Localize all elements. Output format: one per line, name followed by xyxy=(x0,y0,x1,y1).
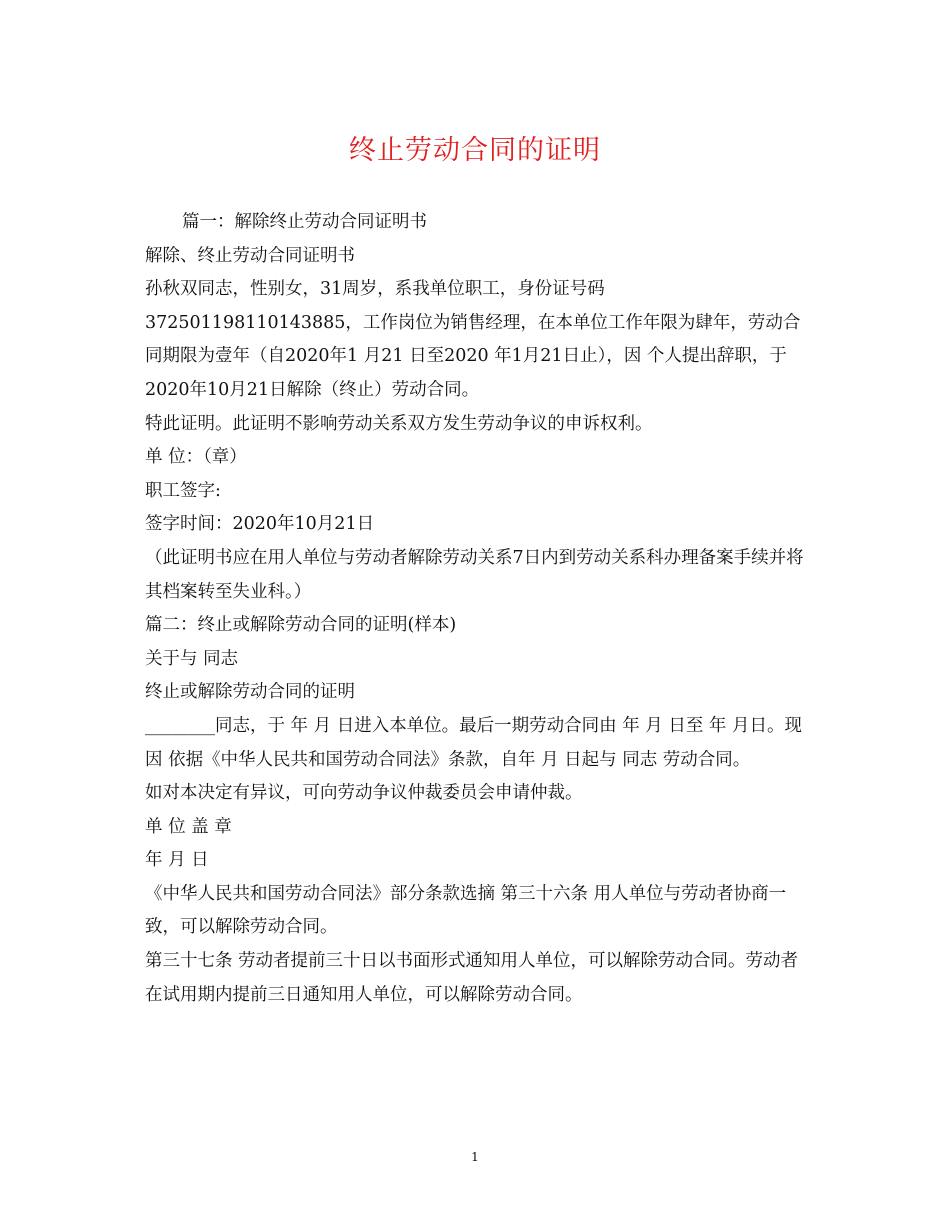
paragraph-contract-details: 372501198110143885，工作岗位为销售经理，在本单位工作年限为肆年，劳动合同期限为壹年（自2020年1 月21 日至2020 年1月21日止），因 个人提出辞职，于2020年10月21日解除（终止）劳动合同。 xyxy=(145,312,801,400)
unit-seal-line: 单 位：（章） xyxy=(145,447,247,468)
section-heading-2: 篇二：终止或解除劳动合同的证明(样本) xyxy=(145,615,457,636)
paragraph-filing-note: （此证明书应在用人单位与劳动者解除劳动关系7日内到劳动关系科办理备案手续并将其档案转至失业科。） xyxy=(145,547,804,602)
date-placeholder-line: 年 月 日 xyxy=(145,850,209,871)
certificate-heading: 解除、终止劳动合同证明书 xyxy=(145,245,355,266)
unit-stamp-line: 单 位 盖 章 xyxy=(145,816,232,837)
document-title: 终止劳动合同的证明 xyxy=(349,135,601,166)
document-body xyxy=(145,206,810,1012)
section-heading-1: 篇一：解除终止劳动合同证明书 xyxy=(182,212,427,232)
sample-heading: 终止或解除劳动合同的证明 xyxy=(145,682,355,703)
paragraph-arbitration: 如对本决定有异议，可向劳动争议仲裁委员会申请仲裁。 xyxy=(145,783,583,804)
paragraph-article-36: 《中华人民共和国劳动合同法》部分条款选摘 第三十六条 用人单位与劳动者协商一致，可以解除劳动合同。 xyxy=(145,883,787,938)
sample-subject-line: 关于与 同志 xyxy=(145,648,239,669)
paragraph-employee-info: 孙秋双同志，性别女，31周岁，系我单位职工，身份证号码 xyxy=(145,279,605,300)
paragraph-sample-body: ________同志，于 年 月 日进入本单位。最后一期劳动合同由 年 月 日至 年 月日。现因 依据《中华人民共和国劳动合同法》条款，自年 月 日起与 同志 劳动合同。 xyxy=(145,715,802,770)
paragraph-certification: 特此证明。此证明不影响劳动关系双方发生劳动争议的申诉权利。 xyxy=(145,413,653,434)
signature-date-line: 签字时间：2020年10月21日 xyxy=(145,514,375,535)
page-number: 1 xyxy=(471,1150,479,1164)
employee-signature-line: 职工签字: xyxy=(145,480,221,501)
paragraph-article-37: 第三十七条 劳动者提前三十日以书面形式通知用人单位，可以解除劳动合同。劳动者在试用期内提前三日通知用人单位，可以解除劳动合同。 xyxy=(145,951,799,1005)
